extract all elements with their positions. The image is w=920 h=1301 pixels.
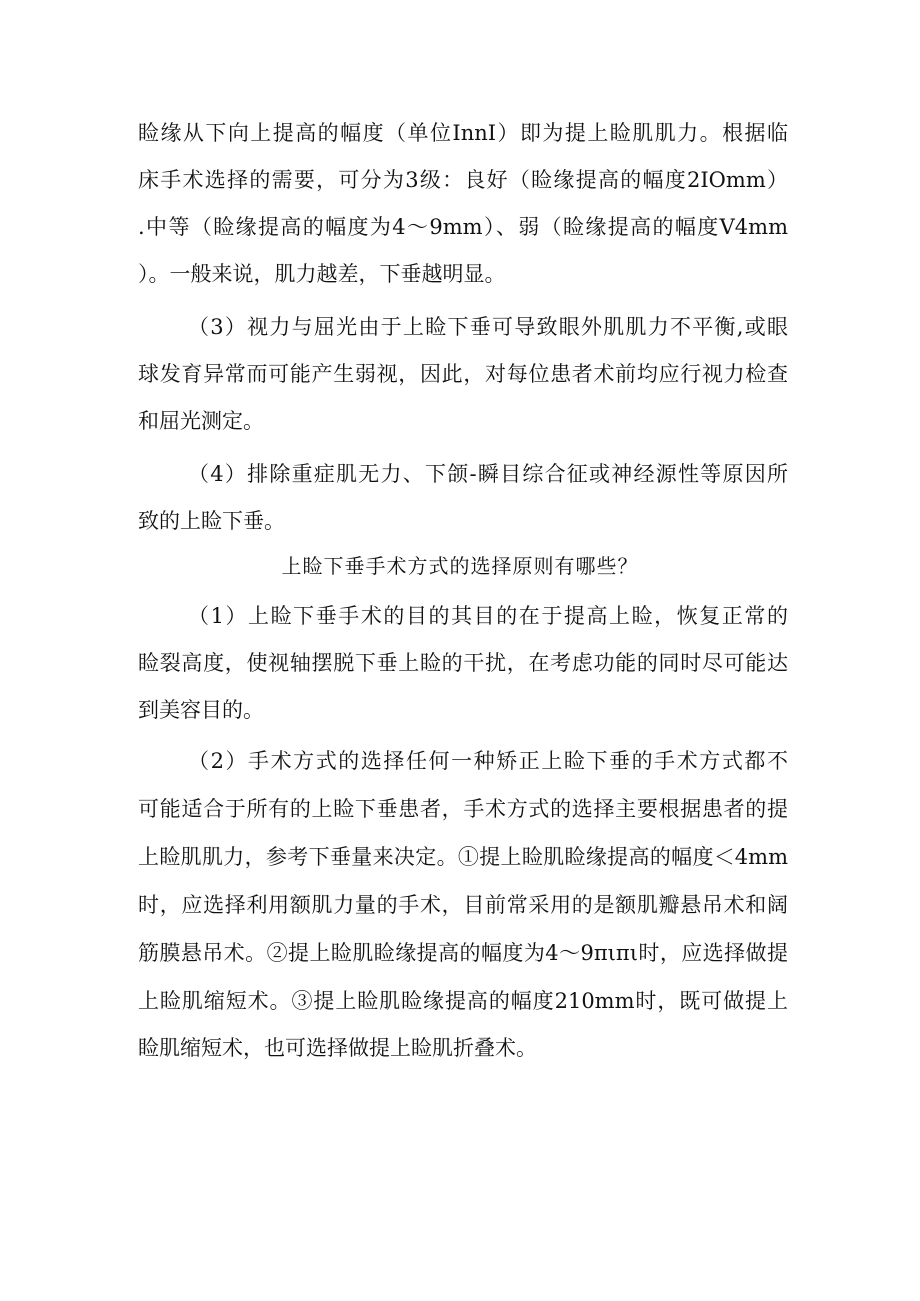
paragraph-4-line-2: 睑裂高度，使视轴摆脱下垂上睑的干扰，在考虑功能的同时尽可能达 xyxy=(138,651,788,675)
paragraph-3-line-2: 致的上睑下垂。 xyxy=(138,509,285,533)
paragraph-5-line-5: 筋膜悬吊术。②提上睑肌睑缘提高的幅度为4～9πιπι时，应选择做提 xyxy=(138,941,788,965)
paragraph-4-line-3: 到美容目的。 xyxy=(138,698,264,722)
paragraph-5-line-7: 睑肌缩短术，也可选择做提上睑肌折叠术。 xyxy=(138,1036,537,1060)
section-heading: 上睑下垂手术方式的选择原则有哪些？ xyxy=(281,554,639,578)
paragraph-1-line-1: 睑缘从下向上提高的幅度（单位InnI）即为提上睑肌肌力。根据临 xyxy=(138,121,788,145)
paragraph-2-line-1: （3）视力与屈光由于上睑下垂可导致眼外肌肌力不平衡,或眼 xyxy=(188,315,788,339)
paragraph-3-line-1: （4）排除重症肌无力、下颌-瞬目综合征或神经源性等原因所 xyxy=(188,462,788,486)
paragraph-2-line-2: 球发育异常而可能产生弱视，因此，对每位患者术前均应行视力检查 xyxy=(138,362,788,386)
paragraph-5-line-1: （2）手术方式的选择任何一种矫正上睑下垂的手术方式都不 xyxy=(188,749,788,773)
paragraph-4-line-1: （1）上睑下垂手术的目的其目的在于提高上睑，恢复正常的 xyxy=(188,604,788,628)
paragraph-1-line-2: 床手术选择的需要，可分为3级：良好（睑缘提高的幅度2IOmm） xyxy=(138,168,788,192)
paragraph-5-line-4: 时，应选择利用额肌力量的手术，目前常采用的是额肌瓣悬吊术和阔 xyxy=(138,893,788,917)
paragraph-2-line-3: 和屈光测定。 xyxy=(138,409,264,433)
paragraph-5-line-2: 可能适合于所有的上睑下垂患者，手术方式的选择主要根据患者的提 xyxy=(138,797,788,821)
paragraph-1-line-3: .中等（睑缘提高的幅度为4～9mm）、弱（睑缘提高的幅度V4mm xyxy=(138,215,788,239)
paragraph-1-line-4: ）。一般来说，肌力越差，下垂越明显。 xyxy=(138,262,506,286)
paragraph-5-line-3: 上睑肌肌力，参考下垂量来决定。①提上睑肌睑缘提高的幅度＜4mm xyxy=(138,845,788,869)
paragraph-5-line-6: 上睑肌缩短术。③提上睑肌睑缘提高的幅度210mm时，既可做提上 xyxy=(138,989,788,1013)
